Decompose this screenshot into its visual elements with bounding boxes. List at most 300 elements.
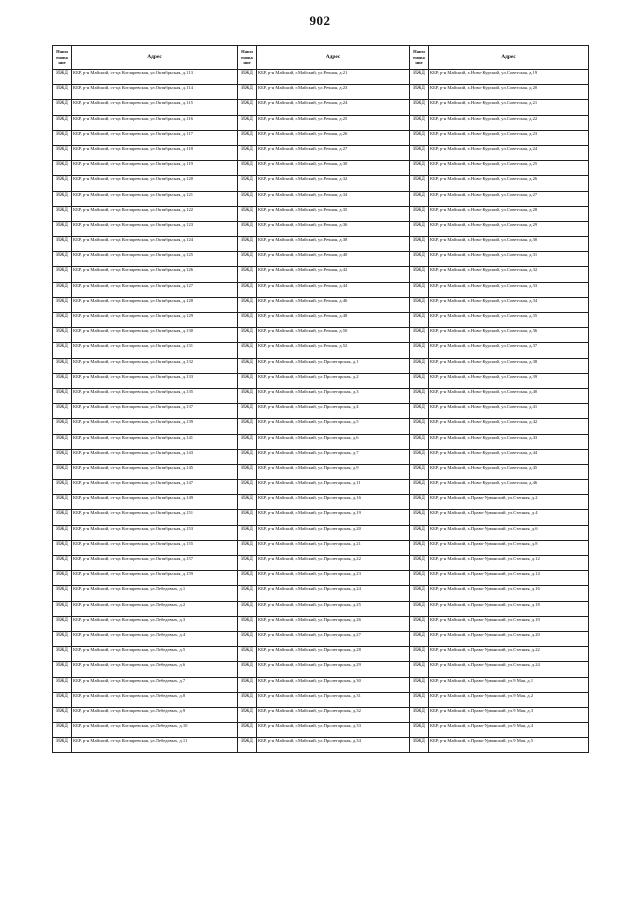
object-kind-cell: ИЖД bbox=[410, 115, 429, 130]
address-cell: КБР, р-н Майский, ст-ца Котляревская, ул.Октябрьская, д.114 bbox=[72, 85, 238, 100]
object-kind-cell: ИЖД bbox=[238, 237, 257, 252]
address-cell: КБР, р-н Майский, ст-ца Котляревская, ул.Октябрьская, д.120 bbox=[72, 176, 238, 191]
object-kind-cell: ИЖД bbox=[238, 616, 257, 631]
address-cell: КБР, р-н Майский, г.Майский, ул.Речная, д.50 bbox=[257, 328, 410, 343]
address-table bbox=[52, 45, 589, 753]
object-kind-cell: ИЖД bbox=[238, 267, 257, 282]
address-cell: КБР, р-н Майский, г.Майский, ул.Речная, д.32 bbox=[257, 176, 410, 191]
address-cell: КБР, р-н Майский, г.Майский, ул.Пролетарская, д.5 bbox=[257, 419, 410, 434]
object-kind-cell: ИЖД bbox=[410, 707, 429, 722]
table-row bbox=[53, 282, 589, 297]
object-kind-cell: ИЖД bbox=[238, 388, 257, 403]
table-row bbox=[53, 495, 589, 510]
address-cell: КБР, р-н Майский, ст-ца Котляревская, ул.Октябрьская, д.117 bbox=[72, 130, 238, 145]
table-row bbox=[53, 434, 589, 449]
page-number: 902 bbox=[309, 13, 331, 28]
address-cell: КБР, р-н Майский, ст-ца Котляревская, ул.Октябрьская, д.149 bbox=[72, 495, 238, 510]
address-cell: КБР, р-н Майский, г.Майский, ул.Пролетарская, д.20 bbox=[257, 525, 410, 540]
object-kind-cell: ИЖД bbox=[410, 297, 429, 312]
address-cell: КБР, р-н Майский, х.Ново-Курский, ул.Советская, д.41 bbox=[429, 404, 589, 419]
address-cell: КБР, р-н Майский, ст-ца Котляревская, ул.Лебедевых, д.3 bbox=[72, 616, 238, 631]
address-cell: КБР, р-н Майский, х.Право-Урванский, ул.Степная, д.18 bbox=[429, 601, 589, 616]
table-row bbox=[53, 464, 589, 479]
object-kind-cell: ИЖД bbox=[410, 100, 429, 115]
address-cell: КБР, р-н Майский, г.Майский, ул.Пролетарская, д.34 bbox=[257, 738, 410, 753]
address-cell: КБР, р-н Майский, х.Ново-Курский, ул.Советская, д.31 bbox=[429, 252, 589, 267]
address-cell: КБР, р-н Майский, ст-ца Котляревская, ул.Лебедевых, д.6 bbox=[72, 662, 238, 677]
address-cell: КБР, р-н Майский, ст-ца Котляревская, ул.Октябрьская, д.115 bbox=[72, 100, 238, 115]
object-kind-cell: ИЖД bbox=[238, 145, 257, 160]
table-row bbox=[53, 130, 589, 145]
object-kind-cell: ИЖД bbox=[53, 571, 72, 586]
object-kind-cell: ИЖД bbox=[238, 707, 257, 722]
object-kind-cell: ИЖД bbox=[53, 419, 72, 434]
address-cell: КБР, р-н Майский, г.Майский, ул.Речная, д.36 bbox=[257, 221, 410, 236]
address-cell: КБР, р-н Майский, г.Майский, ул.Пролетарская, д.31 bbox=[257, 692, 410, 707]
object-kind-cell: ИЖД bbox=[238, 191, 257, 206]
table-row bbox=[53, 115, 589, 130]
address-cell: КБР, р-н Майский, ст-ца Котляревская, ул.Октябрьская, д.122 bbox=[72, 206, 238, 221]
table-row bbox=[53, 206, 589, 221]
object-kind-cell: ИЖД bbox=[238, 373, 257, 388]
object-kind-cell: ИЖД bbox=[53, 647, 72, 662]
object-kind-cell: ИЖД bbox=[238, 692, 257, 707]
address-cell: КБР, р-н Майский, ст-ца Котляревская, ул.Октябрьская, д.151 bbox=[72, 510, 238, 525]
address-cell: КБР, р-н Майский, х.Право-Урванский, ул.Степная, д.19 bbox=[429, 616, 589, 631]
address-cell: КБР, р-н Майский, г.Майский, ул.Речная, д.35 bbox=[257, 206, 410, 221]
table-row bbox=[53, 373, 589, 388]
object-kind-cell: ИЖД bbox=[53, 373, 72, 388]
address-cell: КБР, р-н Майский, г.Майский, ул.Речная, д.48 bbox=[257, 313, 410, 328]
object-kind-cell: ИЖД bbox=[238, 85, 257, 100]
address-cell: КБР, р-н Майский, г.Майский, ул.Пролетарская, д.2 bbox=[257, 373, 410, 388]
address-cell: КБР, р-н Майский, х.Ново-Курский, ул.Советская, д.19 bbox=[429, 70, 589, 85]
object-kind-cell: ИЖД bbox=[53, 282, 72, 297]
table-row bbox=[53, 313, 589, 328]
address-cell: КБР, р-н Майский, ст-ца Котляревская, ул.Октябрьская, д.116 bbox=[72, 115, 238, 130]
address-cell: КБР, р-н Майский, х.Ново-Курский, ул.Советская, д.33 bbox=[429, 282, 589, 297]
object-kind-cell: ИЖД bbox=[238, 449, 257, 464]
address-cell: КБР, р-н Майский, ст-ца Котляревская, ул.Октябрьская, д.123 bbox=[72, 221, 238, 236]
address-cell: КБР, р-н Майский, х.Право-Урванский, ул.Степная, д.4 bbox=[429, 510, 589, 525]
object-kind-cell: ИЖД bbox=[238, 313, 257, 328]
address-cell: КБР, р-н Майский, г.Майский, ул.Речная, д.38 bbox=[257, 237, 410, 252]
object-kind-cell: ИЖД bbox=[238, 662, 257, 677]
address-cell: КБР, р-н Майский, х.Право-Урванский, ул.Степная, д.22 bbox=[429, 647, 589, 662]
object-kind-cell: ИЖД bbox=[53, 707, 72, 722]
address-cell: КБР, р-н Майский, ст-ца Котляревская, ул.Октябрьская, д.153 bbox=[72, 525, 238, 540]
table-row bbox=[53, 510, 589, 525]
table-row bbox=[53, 145, 589, 160]
address-cell: КБР, р-н Майский, х.Право-Урванский, ул.Степная, д.8 bbox=[429, 540, 589, 555]
object-kind-cell: ИЖД bbox=[53, 525, 72, 540]
object-kind-cell: ИЖД bbox=[53, 601, 72, 616]
object-kind-cell: ИЖД bbox=[238, 161, 257, 176]
address-cell: КБР, р-н Майский, г.Майский, ул.Пролетарская, д.21 bbox=[257, 540, 410, 555]
address-cell: КБР, р-н Майский, ст-ца Котляревская, ул.Октябрьская, д.130 bbox=[72, 328, 238, 343]
object-kind-cell: ИЖД bbox=[410, 601, 429, 616]
table-row bbox=[53, 631, 589, 646]
object-kind-cell: ИЖД bbox=[238, 115, 257, 130]
address-cell: КБР, р-н Майский, ст-ца Котляревская, ул.Лебедевых, д.9 bbox=[72, 707, 238, 722]
table-row bbox=[53, 556, 589, 571]
object-kind-cell: ИЖД bbox=[410, 130, 429, 145]
address-cell: КБР, р-н Майский, г.Майский, ул.Пролетарская, д.27 bbox=[257, 631, 410, 646]
table-row bbox=[53, 723, 589, 738]
column-header-address: Адрес bbox=[429, 46, 589, 70]
table-row bbox=[53, 616, 589, 631]
table-row bbox=[53, 221, 589, 236]
address-cell: КБР, р-н Майский, х.Ново-Курский, ул.Советская, д.42 bbox=[429, 419, 589, 434]
address-cell: КБР, р-н Майский, х.Ново-Курский, ул.Советская, д.35 bbox=[429, 313, 589, 328]
address-cell: КБР, р-н Майский, г.Майский, ул.Речная, д.25 bbox=[257, 115, 410, 130]
object-kind-cell: ИЖД bbox=[410, 388, 429, 403]
table-body bbox=[53, 70, 589, 753]
object-kind-cell: ИЖД bbox=[53, 252, 72, 267]
object-kind-cell: ИЖД bbox=[53, 404, 72, 419]
address-cell: КБР, р-н Майский, г.Майский, ул.Речная, д.52 bbox=[257, 343, 410, 358]
object-kind-cell: ИЖД bbox=[238, 631, 257, 646]
table-row bbox=[53, 388, 589, 403]
object-kind-cell: ИЖД bbox=[410, 738, 429, 753]
address-cell: КБР, р-н Майский, г.Майский, ул.Пролетарская, д.22 bbox=[257, 556, 410, 571]
object-kind-cell: ИЖД bbox=[53, 115, 72, 130]
object-kind-cell: ИЖД bbox=[53, 540, 72, 555]
object-kind-cell: ИЖД bbox=[53, 85, 72, 100]
object-kind-cell: ИЖД bbox=[53, 237, 72, 252]
address-cell: КБР, р-н Майский, х.Право-Урванский, ул.Степная, д.12 bbox=[429, 556, 589, 571]
object-kind-cell: ИЖД bbox=[238, 297, 257, 312]
object-kind-cell: ИЖД bbox=[410, 723, 429, 738]
table-row bbox=[53, 571, 589, 586]
object-kind-cell: ИЖД bbox=[410, 631, 429, 646]
address-cell: КБР, р-н Майский, ст-ца Котляревская, ул.Октябрьская, д.147 bbox=[72, 480, 238, 495]
address-cell: КБР, р-н Майский, г.Майский, ул.Пролетарская, д.26 bbox=[257, 616, 410, 631]
address-cell: КБР, р-н Майский, ст-ца Котляревская, ул.Октябрьская, д.118 bbox=[72, 145, 238, 160]
object-kind-cell: ИЖД bbox=[53, 510, 72, 525]
object-kind-cell: ИЖД bbox=[53, 738, 72, 753]
object-kind-cell: ИЖД bbox=[53, 176, 72, 191]
address-cell: КБР, р-н Майский, г.Майский, ул.Речная, д.24 bbox=[257, 100, 410, 115]
address-cell: КБР, р-н Майский, ст-ца Котляревская, ул.Октябрьская, д.157 bbox=[72, 556, 238, 571]
address-cell: КБР, р-н Майский, г.Майский, ул.Пролетарская, д.6 bbox=[257, 434, 410, 449]
object-kind-cell: ИЖД bbox=[53, 631, 72, 646]
address-cell: КБР, р-н Майский, г.Майский, ул.Пролетарская, д.33 bbox=[257, 723, 410, 738]
table-row bbox=[53, 191, 589, 206]
object-kind-cell: ИЖД bbox=[238, 464, 257, 479]
column-header-kind: Наим енова ние bbox=[238, 46, 257, 70]
object-kind-cell: ИЖД bbox=[238, 221, 257, 236]
object-kind-cell: ИЖД bbox=[410, 616, 429, 631]
object-kind-cell: ИЖД bbox=[410, 464, 429, 479]
address-cell: КБР, р-н Майский, ст-ца Котляревская, ул.Октябрьская, д.143 bbox=[72, 449, 238, 464]
object-kind-cell: ИЖД bbox=[410, 571, 429, 586]
address-cell: КБР, р-н Майский, х.Ново-Курский, ул.Советская, д.30 bbox=[429, 237, 589, 252]
address-cell: КБР, р-н Майский, г.Майский, ул.Речная, д.21 bbox=[257, 70, 410, 85]
object-kind-cell: ИЖД bbox=[410, 540, 429, 555]
table-row bbox=[53, 525, 589, 540]
address-cell: КБР, р-н Майский, г.Майский, ул.Пролетарская, д.23 bbox=[257, 571, 410, 586]
address-cell: КБР, р-н Майский, х.Ново-Курский, ул.Советская, д.24 bbox=[429, 145, 589, 160]
object-kind-cell: ИЖД bbox=[238, 525, 257, 540]
object-kind-cell: ИЖД bbox=[238, 677, 257, 692]
object-kind-cell: ИЖД bbox=[238, 419, 257, 434]
object-kind-cell: ИЖД bbox=[410, 282, 429, 297]
table-row bbox=[53, 358, 589, 373]
object-kind-cell: ИЖД bbox=[410, 145, 429, 160]
table-row bbox=[53, 252, 589, 267]
table-row bbox=[53, 343, 589, 358]
object-kind-cell: ИЖД bbox=[53, 191, 72, 206]
table-row bbox=[53, 100, 589, 115]
address-cell: КБР, р-н Майский, г.Майский, ул.Пролетарская, д.3 bbox=[257, 388, 410, 403]
address-cell: КБР, р-н Майский, ст-ца Котляревская, ул.Лебедевых, д.7 bbox=[72, 677, 238, 692]
address-cell: КБР, р-н Майский, ст-ца Котляревская, ул.Октябрьская, д.129 bbox=[72, 313, 238, 328]
address-cell: КБР, р-н Майский, ст-ца Котляревская, ул.Октябрьская, д.125 bbox=[72, 252, 238, 267]
address-cell: КБР, р-н Майский, ст-ца Котляревская, ул.Октябрьская, д.141 bbox=[72, 434, 238, 449]
address-cell: КБР, р-н Майский, ст-ца Котляревская, ул.Лебедевых, д.4 bbox=[72, 631, 238, 646]
object-kind-cell: ИЖД bbox=[410, 161, 429, 176]
address-cell: КБР, р-н Майский, х.Ново-Курский, ул.Советская, д.27 bbox=[429, 191, 589, 206]
table-row bbox=[53, 70, 589, 85]
address-cell: КБР, р-н Майский, г.Майский, ул.Пролетарская, д.9 bbox=[257, 464, 410, 479]
address-cell: КБР, р-н Майский, х.Ново-Курский, ул.Советская, д.28 bbox=[429, 206, 589, 221]
object-kind-cell: ИЖД bbox=[410, 662, 429, 677]
table-row bbox=[53, 738, 589, 753]
address-cell: КБР, р-н Майский, г.Майский, ул.Пролетарская, д.1 bbox=[257, 358, 410, 373]
object-kind-cell: ИЖД bbox=[238, 176, 257, 191]
table-row bbox=[53, 297, 589, 312]
address-cell: КБР, р-н Майский, г.Майский, ул.Речная, д.42 bbox=[257, 267, 410, 282]
object-kind-cell: ИЖД bbox=[238, 100, 257, 115]
object-kind-cell: ИЖД bbox=[238, 480, 257, 495]
address-cell: КБР, р-н Майский, ст-ца Котляревская, ул.Октябрьская, д.133 bbox=[72, 373, 238, 388]
object-kind-cell: ИЖД bbox=[238, 723, 257, 738]
table-row bbox=[53, 85, 589, 100]
table-row bbox=[53, 601, 589, 616]
address-cell: КБР, р-н Майский, г.Майский, ул.Речная, д.26 bbox=[257, 130, 410, 145]
address-cell: КБР, р-н Майский, ст-ца Котляревская, ул.Октябрьская, д.137 bbox=[72, 404, 238, 419]
address-cell: КБР, р-н Майский, х.Ново-Курский, ул.Советская, д.40 bbox=[429, 388, 589, 403]
object-kind-cell: ИЖД bbox=[238, 404, 257, 419]
table-row bbox=[53, 662, 589, 677]
address-cell: КБР, р-н Майский, х.Ново-Курский, ул.Советская, д.46 bbox=[429, 480, 589, 495]
address-cell: КБР, р-н Майский, ст-ца Котляревская, ул.Октябрьская, д.145 bbox=[72, 464, 238, 479]
object-kind-cell: ИЖД bbox=[238, 358, 257, 373]
object-kind-cell: ИЖД bbox=[238, 586, 257, 601]
address-cell: КБР, р-н Майский, х.Право-Урванский, ул.Степная, д.2 bbox=[429, 495, 589, 510]
table-row bbox=[53, 237, 589, 252]
object-kind-cell: ИЖД bbox=[238, 571, 257, 586]
object-kind-cell: ИЖД bbox=[53, 692, 72, 707]
object-kind-cell: ИЖД bbox=[53, 161, 72, 176]
address-cell: КБР, р-н Майский, ст-ца Котляревская, ул.Лебедевых, д.10 bbox=[72, 723, 238, 738]
object-kind-cell: ИЖД bbox=[410, 191, 429, 206]
address-cell: КБР, р-н Майский, ст-ца Котляревская, ул.Лебедевых, д.8 bbox=[72, 692, 238, 707]
object-kind-cell: ИЖД bbox=[410, 495, 429, 510]
object-kind-cell: ИЖД bbox=[53, 464, 72, 479]
table-row bbox=[53, 449, 589, 464]
address-cell: КБР, р-н Майский, х.Ново-Курский, ул.Советская, д.38 bbox=[429, 358, 589, 373]
address-cell: КБР, р-н Майский, г.Майский, ул.Пролетарская, д.19 bbox=[257, 510, 410, 525]
object-kind-cell: ИЖД bbox=[53, 662, 72, 677]
object-kind-cell: ИЖД bbox=[410, 480, 429, 495]
address-cell: КБР, р-н Майский, г.Майский, ул.Пролетарская, д.28 bbox=[257, 647, 410, 662]
address-cell: КБР, р-н Майский, г.Майский, ул.Речная, д.34 bbox=[257, 191, 410, 206]
address-cell: КБР, р-н Майский, х.Ново-Курский, ул.Советская, д.39 bbox=[429, 373, 589, 388]
address-cell: КБР, р-н Майский, ст-ца Котляревская, ул.Октябрьская, д.119 bbox=[72, 161, 238, 176]
address-cell: КБР, р-н Майский, ст-ца Котляревская, ул.Лебедевых, д.11 bbox=[72, 738, 238, 753]
column-header-address: Адрес bbox=[72, 46, 238, 70]
object-kind-cell: ИЖД bbox=[410, 343, 429, 358]
object-kind-cell: ИЖД bbox=[53, 388, 72, 403]
object-kind-cell: ИЖД bbox=[53, 449, 72, 464]
object-kind-cell: ИЖД bbox=[410, 404, 429, 419]
address-cell: КБР, р-н Майский, ст-ца Котляревская, ул.Октябрьская, д.135 bbox=[72, 388, 238, 403]
address-cell: КБР, р-н Майский, г.Майский, ул.Речная, д.40 bbox=[257, 252, 410, 267]
object-kind-cell: ИЖД bbox=[53, 145, 72, 160]
object-kind-cell: ИЖД bbox=[410, 677, 429, 692]
address-cell: КБР, р-н Майский, х.Ново-Курский, ул.Советская, д.34 bbox=[429, 297, 589, 312]
object-kind-cell: ИЖД bbox=[410, 434, 429, 449]
address-cell: КБР, р-н Майский, ст-ца Котляревская, ул.Октябрьская, д.159 bbox=[72, 571, 238, 586]
address-cell: КБР, р-н Майский, г.Майский, ул.Речная, д.44 bbox=[257, 282, 410, 297]
address-cell: КБР, р-н Майский, г.Майский, ул.Пролетарская, д.32 bbox=[257, 707, 410, 722]
address-cell: КБР, р-н Майский, г.Майский, ул.Пролетарская, д.16 bbox=[257, 495, 410, 510]
object-kind-cell: ИЖД bbox=[53, 70, 72, 85]
address-cell: КБР, р-н Майский, г.Майский, ул.Пролетарская, д.11 bbox=[257, 480, 410, 495]
table-row bbox=[53, 267, 589, 282]
table-row bbox=[53, 707, 589, 722]
address-cell: КБР, р-н Майский, ст-ца Котляревская, ул.Октябрьская, д.126 bbox=[72, 267, 238, 282]
column-header-address: Адрес bbox=[257, 46, 410, 70]
object-kind-cell: ИЖД bbox=[238, 738, 257, 753]
column-header-kind: Наим енова ние bbox=[410, 46, 429, 70]
table-row bbox=[53, 480, 589, 495]
object-kind-cell: ИЖД bbox=[53, 297, 72, 312]
object-kind-cell: ИЖД bbox=[410, 267, 429, 282]
address-cell: КБР, р-н Майский, ст-ца Котляревская, ул.Октябрьская, д.132 bbox=[72, 358, 238, 373]
address-cell: КБР, р-н Майский, х.Право-Урванский, ул.9 Мая, д.4 bbox=[429, 723, 589, 738]
table-row bbox=[53, 677, 589, 692]
address-cell: КБР, р-н Майский, х.Ново-Курский, ул.Советская, д.45 bbox=[429, 464, 589, 479]
object-kind-cell: ИЖД bbox=[410, 419, 429, 434]
address-cell: КБР, р-н Майский, ст-ца Котляревская, ул.Октябрьская, д.124 bbox=[72, 237, 238, 252]
address-cell: КБР, р-н Майский, ст-ца Котляревская, ул.Октябрьская, д.139 bbox=[72, 419, 238, 434]
address-cell: КБР, р-н Майский, х.Право-Урванский, ул.9 Мая, д.2 bbox=[429, 692, 589, 707]
object-kind-cell: ИЖД bbox=[410, 525, 429, 540]
address-cell: КБР, р-н Майский, г.Майский, ул.Пролетарская, д.7 bbox=[257, 449, 410, 464]
address-cell: КБР, р-н Майский, х.Право-Урванский, ул.Степная, д.24 bbox=[429, 662, 589, 677]
address-cell: КБР, р-н Майский, г.Майский, ул.Речная, д.23 bbox=[257, 85, 410, 100]
object-kind-cell: ИЖД bbox=[238, 540, 257, 555]
object-kind-cell: ИЖД bbox=[238, 434, 257, 449]
object-kind-cell: ИЖД bbox=[238, 495, 257, 510]
object-kind-cell: ИЖД bbox=[410, 358, 429, 373]
table-row bbox=[53, 647, 589, 662]
address-cell: КБР, р-н Майский, х.Ново-Курский, ул.Советская, д.21 bbox=[429, 100, 589, 115]
address-cell: КБР, р-н Майский, х.Право-Урванский, ул.9 Мая, д.5 bbox=[429, 738, 589, 753]
address-cell: КБР, р-н Майский, ст-ца Котляревская, ул.Лебедевых, д.1 bbox=[72, 586, 238, 601]
table-row bbox=[53, 176, 589, 191]
object-kind-cell: ИЖД bbox=[53, 677, 72, 692]
address-cell: КБР, р-н Майский, г.Майский, ул.Речная, д.27 bbox=[257, 145, 410, 160]
address-cell: КБР, р-н Майский, х.Право-Урванский, ул.Степная, д.20 bbox=[429, 631, 589, 646]
address-cell: КБР, р-н Майский, ст-ца Котляревская, ул.Октябрьская, д.155 bbox=[72, 540, 238, 555]
object-kind-cell: ИЖД bbox=[238, 343, 257, 358]
table-row bbox=[53, 540, 589, 555]
address-cell: КБР, р-н Майский, г.Майский, ул.Пролетарская, д.29 bbox=[257, 662, 410, 677]
object-kind-cell: ИЖД bbox=[53, 556, 72, 571]
object-kind-cell: ИЖД bbox=[53, 100, 72, 115]
object-kind-cell: ИЖД bbox=[410, 313, 429, 328]
object-kind-cell: ИЖД bbox=[410, 252, 429, 267]
address-cell: КБР, р-н Майский, ст-ца Котляревская, ул.Октябрьская, д.127 bbox=[72, 282, 238, 297]
address-cell: КБР, р-н Майский, х.Право-Урванский, ул.9 Мая, д.1 bbox=[429, 677, 589, 692]
object-kind-cell: ИЖД bbox=[410, 221, 429, 236]
object-kind-cell: ИЖД bbox=[238, 130, 257, 145]
object-kind-cell: ИЖД bbox=[238, 556, 257, 571]
address-cell: КБР, р-н Майский, х.Ново-Курский, ул.Советская, д.22 bbox=[429, 115, 589, 130]
address-cell: КБР, р-н Майский, ст-ца Котляревская, ул.Лебедевых, д.5 bbox=[72, 647, 238, 662]
object-kind-cell: ИЖД bbox=[53, 480, 72, 495]
object-kind-cell: ИЖД bbox=[410, 556, 429, 571]
object-kind-cell: ИЖД bbox=[53, 343, 72, 358]
object-kind-cell: ИЖД bbox=[410, 206, 429, 221]
table-row bbox=[53, 692, 589, 707]
object-kind-cell: ИЖД bbox=[53, 313, 72, 328]
object-kind-cell: ИЖД bbox=[53, 221, 72, 236]
object-kind-cell: ИЖД bbox=[53, 616, 72, 631]
address-cell: КБР, р-н Майский, ст-ца Котляревская, ул.Октябрьская, д.128 bbox=[72, 297, 238, 312]
address-cell: КБР, р-н Майский, г.Майский, ул.Речная, д.46 bbox=[257, 297, 410, 312]
address-cell: КБР, р-н Майский, х.Ново-Курский, ул.Советская, д.36 bbox=[429, 328, 589, 343]
object-kind-cell: ИЖД bbox=[410, 237, 429, 252]
object-kind-cell: ИЖД bbox=[238, 206, 257, 221]
object-kind-cell: ИЖД bbox=[238, 510, 257, 525]
address-cell: КБР, р-н Майский, х.Право-Урванский, ул.Степная, д.14 bbox=[429, 571, 589, 586]
address-cell: КБР, р-н Майский, ст-ца Котляревская, ул.Октябрьская, д.131 bbox=[72, 343, 238, 358]
table-header-row bbox=[53, 46, 589, 70]
address-cell: КБР, р-н Майский, ст-ца Котляревская, ул.Лебедевых, д.2 bbox=[72, 601, 238, 616]
object-kind-cell: ИЖД bbox=[410, 510, 429, 525]
address-cell: КБР, р-н Майский, г.Майский, ул.Пролетарская, д.4 bbox=[257, 404, 410, 419]
address-cell: КБР, р-н Майский, х.Ново-Курский, ул.Советская, д.44 bbox=[429, 449, 589, 464]
address-cell: КБР, р-н Майский, х.Ново-Курский, ул.Советская, д.26 bbox=[429, 176, 589, 191]
object-kind-cell: ИЖД bbox=[410, 586, 429, 601]
table-row bbox=[53, 586, 589, 601]
object-kind-cell: ИЖД bbox=[410, 85, 429, 100]
object-kind-cell: ИЖД bbox=[238, 252, 257, 267]
object-kind-cell: ИЖД bbox=[238, 601, 257, 616]
object-kind-cell: ИЖД bbox=[410, 373, 429, 388]
address-cell: КБР, р-н Майский, х.Право-Урванский, ул.Степная, д.6 bbox=[429, 525, 589, 540]
object-kind-cell: ИЖД bbox=[53, 206, 72, 221]
table-row bbox=[53, 161, 589, 176]
address-cell: КБР, р-н Майский, х.Ново-Курский, ул.Советская, д.20 bbox=[429, 85, 589, 100]
address-cell: КБР, р-н Майский, х.Ново-Курский, ул.Советская, д.32 bbox=[429, 267, 589, 282]
table-row bbox=[53, 404, 589, 419]
object-kind-cell: ИЖД bbox=[238, 282, 257, 297]
object-kind-cell: ИЖД bbox=[410, 176, 429, 191]
column-header-kind: Наим енова ние bbox=[53, 46, 72, 70]
object-kind-cell: ИЖД bbox=[238, 70, 257, 85]
address-cell: КБР, р-н Майский, г.Майский, ул.Пролетарская, д.30 bbox=[257, 677, 410, 692]
table-row bbox=[53, 419, 589, 434]
address-cell: КБР, р-н Майский, ст-ца Котляревская, ул.Октябрьская, д.121 bbox=[72, 191, 238, 206]
address-cell: КБР, р-н Майский, г.Майский, ул.Пролетарская, д.25 bbox=[257, 601, 410, 616]
address-cell: КБР, р-н Майский, х.Ново-Курский, ул.Советская, д.25 bbox=[429, 161, 589, 176]
